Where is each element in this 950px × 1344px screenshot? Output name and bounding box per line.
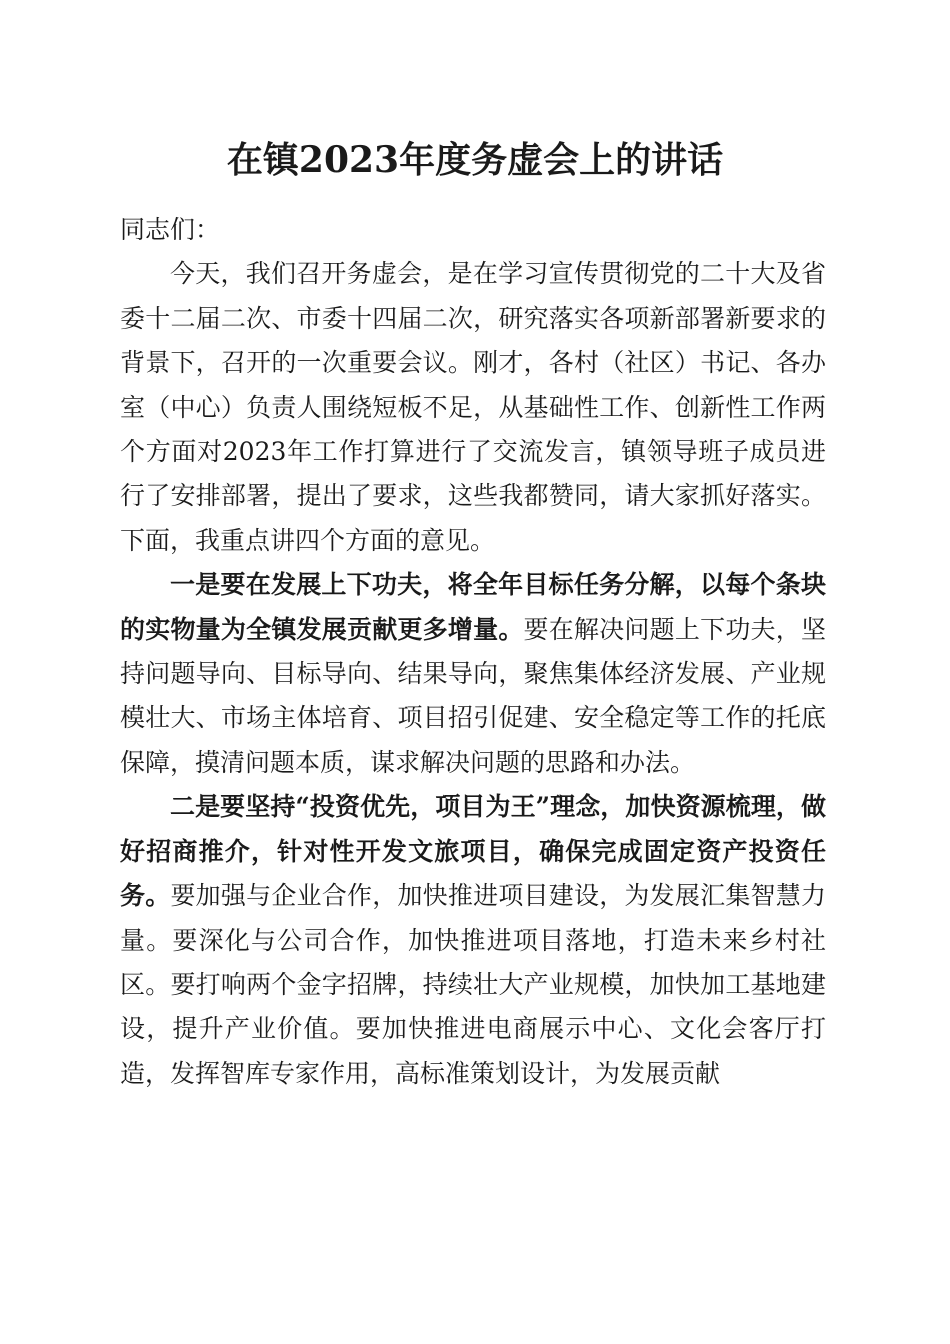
paragraph-intro — [120, 252, 826, 563]
paragraph-intro-text: 今天，我们召开务虚会，是在学习宣传贯彻党的二十大及省委十二届二次、市委十四届二次，研究落实各项新部署新要求的背景下，召开的一次重要会议。刚才，各村（社区）书记、各办室（中心）负责人围绕短板不足，从基础性工作、创新性工作两个方面对2023年工作打算进行了交流发言，镇领导班子成员进行了安排部署，提出了要求，这些我都赞同，请大家抓好落实。下面，我重点讲四个方面的意见。 — [120, 259, 826, 555]
document-body — [120, 208, 826, 1096]
paragraph-point-two-text: 要加强与企业合作，加快推进项目建设，为发展汇集智慧力量。要深化与公司合作，加快推进项目落地，打造未来乡村社区。要打响两个金字招牌，持续壮大产业规模，加快加工基地建设，提升产业价值。要加快推进电商展示中心、文化会客厅打造，发挥智库专家作用，高标准策划设计，为发展贡献 — [120, 881, 826, 1088]
paragraph-point-one — [120, 563, 826, 785]
paragraph-point-two — [120, 785, 826, 1096]
paragraph-point-one-lead: 一是要在发展上下功夫，将全年目标任务分解，以每个条块的实物量为全镇发展贡献更多增量。 — [120, 570, 826, 644]
paragraph-point-one-text: 要在解决问题上下功夫，坚持问题导向、目标导向、结果导向，聚焦集体经济发展、产业规模壮大、市场主体培育、项目招引促建、安全稳定等工作的托底保障，摸清问题本质，谋求解决问题的思路和办法。 — [120, 614, 826, 777]
paragraph-point-two-lead: 二是要坚持“投资优先，项目为王”理念，加快资源梳理，做好招商推介，针对性开发文旅项目，确保完成固定资产投资任务。 — [120, 792, 826, 911]
document-title: 在镇2023年度务虚会上的讲话 — [226, 139, 724, 181]
salutation: 同志们： — [120, 215, 221, 244]
